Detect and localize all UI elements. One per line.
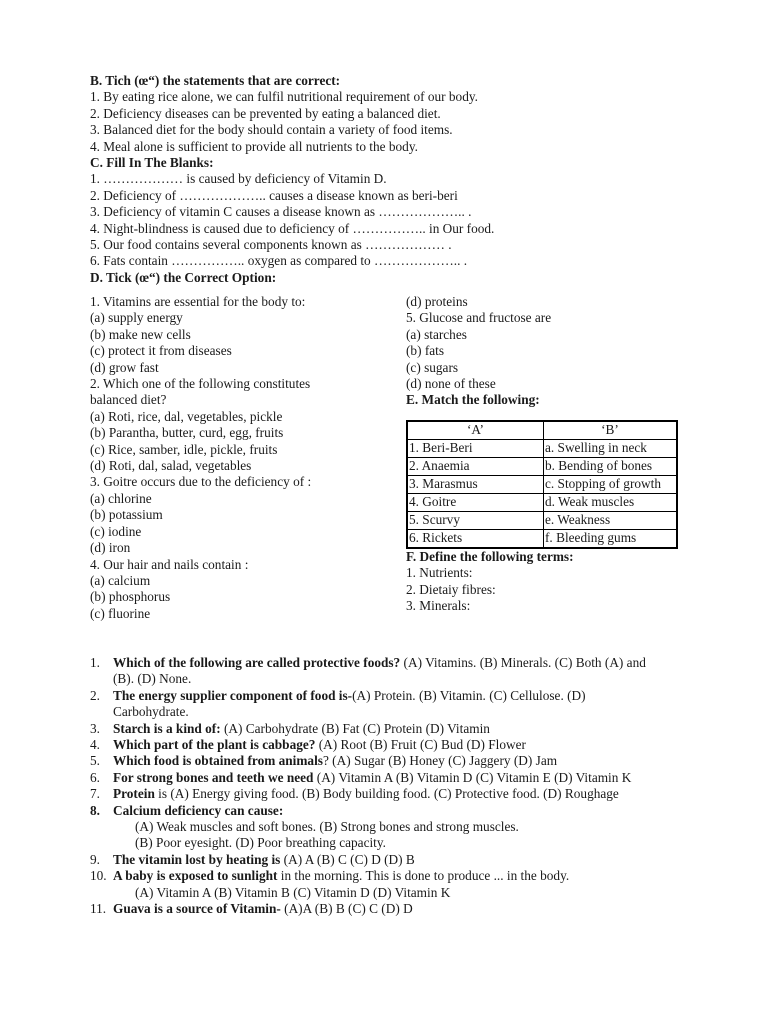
mcq-item	[90, 901, 690, 917]
section-c-item: 5. Our food contains several components known as ……………… .	[90, 237, 452, 253]
mcq-question: For strong bones and teeth we need	[113, 769, 314, 785]
mcq-number: 2.	[90, 687, 100, 703]
section-c-item: 4. Night-blindness is caused due to deficiency of …………….. in Our food.	[90, 220, 495, 236]
option-line: (d) iron	[90, 540, 131, 556]
mcq-item	[90, 721, 690, 737]
match-cell-a: 5. Scurvy	[407, 511, 544, 529]
section-e-heading: E. Match the following:	[406, 392, 540, 408]
mcq-option-line: (A) Weak muscles and soft bones. (B) Strong bones and strong muscles.	[135, 819, 519, 835]
mcq-item	[90, 753, 690, 769]
mcq-number: 4.	[90, 737, 100, 753]
mcq-question: Guava is a source of Vitamin-	[113, 901, 281, 917]
mcq-options: ? (A) Sugar (B) Honey (C) Jaggery (D) Jam	[322, 753, 558, 769]
mcq-item	[90, 655, 690, 688]
match-cell-b: a. Swelling in neck	[544, 439, 678, 457]
section-b-heading: B. Tich (œ“) the statements that are correct:	[90, 73, 341, 88]
mcq-continuation: Carbohydrate.	[113, 704, 189, 720]
define-term: 1. Nutrients:	[406, 565, 473, 581]
option-line: (d) grow fast	[90, 359, 159, 375]
mcq-number: 11.	[90, 901, 107, 917]
option-line: (d) proteins	[406, 294, 468, 309]
mcq-question: Starch is a kind of:	[113, 720, 221, 736]
mcq-options: in the morning. This is done to produce ... in the body.	[277, 868, 570, 884]
mcq-number: 10.	[90, 868, 107, 884]
section-d-right-column	[406, 294, 696, 614]
worksheet-top-sections	[90, 73, 690, 286]
define-term: 3. Minerals:	[406, 598, 471, 614]
define-term: 2. Dietaiy fibres:	[406, 581, 496, 597]
match-cell-b: f. Bleeding gums	[544, 529, 678, 548]
match-table-row	[407, 529, 677, 548]
option-line: (b) phosphorus	[90, 589, 171, 605]
option-line: (a) chlorine	[90, 490, 152, 506]
mcq-options: is (A) Energy giving food. (B) Body building food. (C) Protective food. (D) Roughage	[154, 786, 619, 802]
mcq-option-line: (B) Poor eyesight. (D) Poor breathing capacity.	[135, 835, 386, 851]
mcq-number: 5.	[90, 753, 100, 769]
mcq-options: (A)A (B) B (C) C (D) D	[280, 901, 413, 917]
mcq-option-line: (A) Vitamin A (B) Vitamin B (C) Vitamin D (D) Vitamin K	[135, 884, 451, 900]
column-a-header: ‘A’	[407, 421, 544, 440]
question-line: 2. Which one of the following constitutes	[90, 376, 311, 392]
section-c-item: 1. ……………… is caused by deficiency of Vitamin D.	[90, 171, 387, 187]
option-line: (b) fats	[406, 343, 445, 359]
mcq-number: 3.	[90, 720, 100, 736]
option-line: (b) Parantha, butter, curd, egg, fruits	[90, 425, 284, 441]
mcq-question: Which part of the plant is cabbage?	[113, 737, 316, 753]
question-line: 3. Goitre occurs due to the deficiency of :	[90, 474, 312, 490]
match-table-row	[407, 439, 677, 457]
section-b-item: 4. Meal alone is sufficient to provide all nutrients to the body.	[90, 138, 418, 154]
section-d-left-column	[90, 294, 390, 622]
option-line: (c) fluorine	[90, 605, 151, 621]
mcq-continuation: (B). (D) None.	[113, 671, 192, 687]
section-b-item: 1. By eating rice alone, we can fulfil nutritional requirement of our body.	[90, 89, 478, 105]
option-line: (c) iodine	[90, 523, 142, 539]
section-c-heading: C. Fill In The Blanks:	[90, 155, 214, 171]
option-line: (a) starches	[406, 326, 467, 342]
option-line: (a) supply energy	[90, 310, 183, 326]
mcq-number: 8.	[90, 802, 100, 818]
mcq-number: 6.	[90, 769, 100, 785]
match-table-row	[407, 511, 677, 529]
mcq-options: (A) A (B) C (C) D (D) B	[280, 851, 415, 867]
match-cell-b: b. Bending of bones	[544, 457, 678, 475]
option-line: (c) Rice, samber, idle, pickle, fruits	[90, 441, 278, 457]
mcq-number: 1.	[90, 655, 100, 670]
mcq-question: Protein	[113, 786, 155, 802]
section-f-heading: F. Define the following terms:	[406, 548, 574, 564]
mcq-options: (A) Carbohydrate (B) Fat (C) Protein (D) Vitamin	[220, 720, 490, 736]
mcq-question: Calcium deficiency can cause:	[113, 802, 284, 818]
mcq-number: 7.	[90, 786, 100, 802]
mcq-question: The vitamin lost by heating is	[113, 851, 281, 867]
column-b-header: ‘B’	[544, 421, 678, 440]
mcq-options: (A) Vitamin A (B) Vitamin D (C) Vitamin E (D) Vitamin K	[313, 769, 632, 785]
mcq-options: (A) Protein. (B) Vitamin. (C) Cellulose. (D)	[352, 687, 586, 703]
option-line: (d) none of these	[406, 376, 496, 392]
mcq-question: Which food is obtained from animals	[113, 753, 323, 769]
match-cell-a: 3. Marasmus	[407, 475, 544, 493]
match-cell-a: 4. Goitre	[407, 493, 544, 511]
mcq-item	[90, 803, 690, 852]
mcq-item	[90, 688, 690, 721]
mcq-item	[90, 737, 690, 753]
option-line: (c) sugars	[406, 359, 459, 375]
match-cell-b: e. Weakness	[544, 511, 678, 529]
mcq-question: The energy supplier component of food is-	[113, 687, 353, 703]
option-line: (c) protect it from diseases	[90, 343, 232, 359]
section-b-item: 2. Deficiency diseases can be prevented by eating a balanced diet.	[90, 105, 441, 121]
mcq-item	[90, 868, 690, 901]
mcq-question: Which of the following are called protective foods?	[113, 655, 401, 670]
section-c-item: 6. Fats contain …………….. oxygen as compared to ……………….. .	[90, 253, 468, 269]
section-d-heading: D. Tick (œ“) the Correct Option:	[90, 269, 277, 285]
section-c-item: 3. Deficiency of vitamin C causes a disease known as ……………….. .	[90, 204, 472, 220]
match-table	[406, 420, 678, 549]
question-line: balanced diet?	[90, 392, 167, 408]
match-table-row	[407, 493, 677, 511]
mcq-list	[90, 655, 690, 918]
question-line: 4. Our hair and nails contain :	[90, 556, 249, 572]
section-c-item: 2. Deficiency of ……………….. causes a disease known as beri-beri	[90, 187, 458, 203]
option-line: (b) make new cells	[90, 326, 191, 342]
match-cell-b: c. Stopping of growth	[544, 475, 678, 493]
mcq-options: (A) Vitamins. (B) Minerals. (C) Both (A) and	[400, 655, 646, 670]
mcq-item	[90, 770, 690, 786]
section-b-item: 3. Balanced diet for the body should contain a variety of food items.	[90, 122, 453, 138]
match-table-row	[407, 457, 677, 475]
match-table-row	[407, 475, 677, 493]
option-line: (d) Roti, dal, salad, vegetables	[90, 458, 252, 474]
match-cell-a: 2. Anaemia	[407, 457, 544, 475]
match-cell-a: 1. Beri-Beri	[407, 439, 544, 457]
mcq-options: (A) Root (B) Fruit (C) Bud (D) Flower	[315, 737, 526, 753]
match-cell-b: d. Weak muscles	[544, 493, 678, 511]
mcq-item	[90, 786, 690, 802]
question-line: 5. Glucose and fructose are	[406, 310, 552, 326]
match-table-header-row	[407, 421, 677, 440]
option-line: (a) calcium	[90, 572, 151, 588]
option-line: (a) Roti, rice, dal, vegetables, pickle	[90, 408, 283, 424]
mcq-question: A baby is exposed to sunlight	[113, 868, 278, 884]
mcq-item	[90, 852, 690, 868]
match-cell-a: 6. Rickets	[407, 529, 544, 548]
mcq-number: 9.	[90, 851, 100, 867]
option-line: (b) potassium	[90, 507, 163, 523]
question-line: 1. Vitamins are essential for the body to:	[90, 294, 306, 309]
